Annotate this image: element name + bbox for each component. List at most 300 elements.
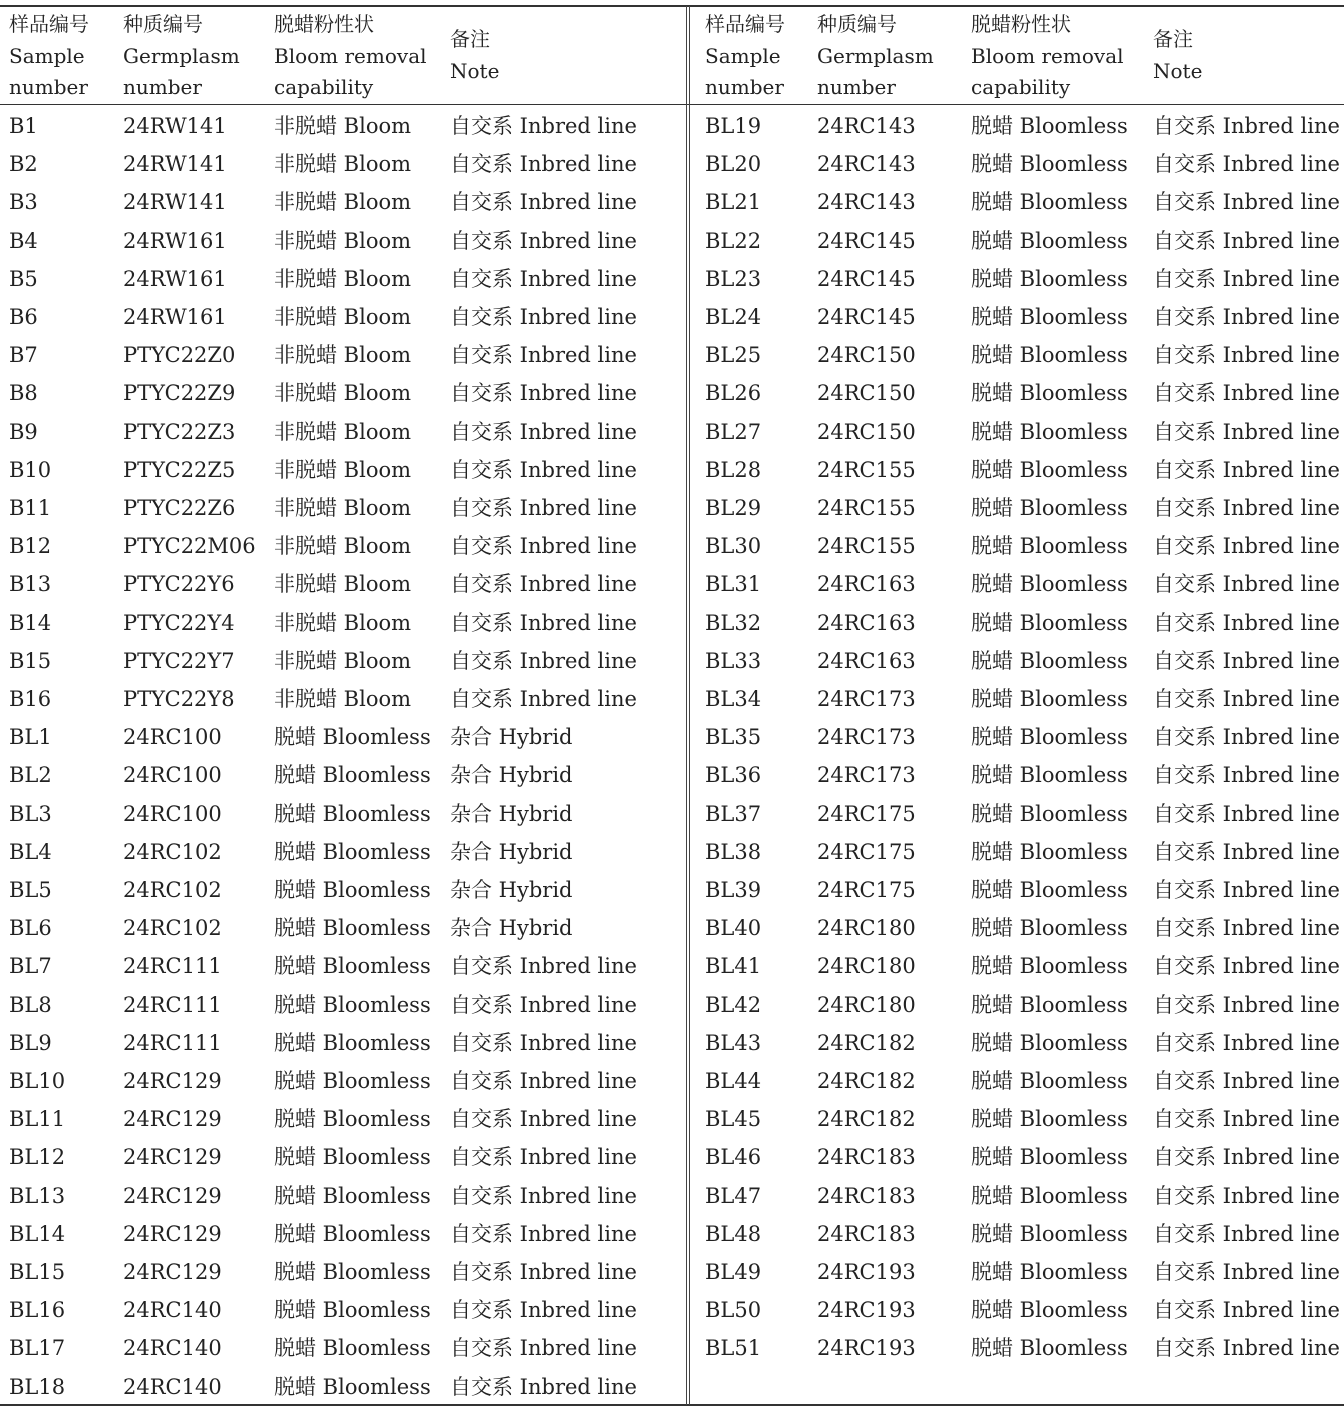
note-cell: 杂合 Hybrid: [450, 916, 573, 941]
sample-id-cell: BL44: [705, 1069, 762, 1093]
sample-id-cell: BL38: [705, 839, 762, 864]
note-cell: 自交系 Inbred line: [1153, 763, 1340, 788]
bloom-trait-cell: 脱蜡 Bloomless: [274, 1069, 431, 1093]
note-cell: 自交系 Inbred line: [450, 610, 637, 635]
sample-id-cell: B14: [9, 610, 52, 635]
note-cell: 自交系 Inbred line: [1153, 1298, 1340, 1323]
sample-id-cell: BL30: [705, 534, 762, 559]
header-germplasm-en2: number: [123, 75, 202, 99]
sample-id-cell: BL9: [9, 1030, 52, 1055]
table-row: [0, 260, 686, 298]
note-cell: 自交系 Inbred line: [1153, 496, 1340, 520]
table-row: [694, 604, 1344, 642]
note-cell: 自交系 Inbred line: [450, 954, 637, 979]
table-row: [0, 1329, 686, 1367]
bloom-trait-cell: 非脱蜡 Bloom: [274, 228, 412, 253]
bloom-trait-cell: 脱蜡 Bloomless: [274, 916, 431, 941]
table-row: [0, 489, 686, 527]
germplasm-number-cell: 24RC111: [123, 992, 222, 1017]
note-cell: 自交系 Inbred line: [450, 572, 637, 597]
bloom-trait-cell: 脱蜡 Bloomless: [971, 1030, 1128, 1055]
germplasm-number-cell: 24RC129: [123, 1069, 222, 1093]
table-row: [0, 107, 686, 145]
germplasm-number-cell: 24RC163: [817, 648, 916, 673]
sample-id-cell: BL14: [9, 1221, 66, 1246]
note-cell: 自交系 Inbred line: [1153, 687, 1340, 711]
germplasm-number-cell: 24RC173: [817, 725, 916, 750]
note-cell: 自交系 Inbred line: [450, 992, 637, 1017]
sample-id-cell: BL23: [705, 266, 762, 291]
bloom-trait-cell: 脱蜡 Bloomless: [971, 457, 1128, 482]
sample-id-cell: BL5: [9, 878, 52, 902]
sample-id-cell: BL16: [9, 1298, 66, 1323]
table-row: [0, 1368, 686, 1406]
table-row: [694, 1100, 1344, 1138]
header-sample-zh: 样品编号: [9, 12, 89, 36]
note-cell: 自交系 Inbred line: [1153, 114, 1340, 138]
sample-id-cell: BL17: [9, 1336, 66, 1361]
header-note: [450, 24, 499, 87]
header-germplasm-zh: 种质编号: [123, 12, 203, 36]
bloom-trait-cell: 脱蜡 Bloomless: [274, 839, 431, 864]
bloom-trait-cell: 非脱蜡 Bloom: [274, 534, 412, 559]
table-row: [0, 986, 686, 1024]
header-germplasm-zh: 种质编号: [817, 12, 897, 36]
note-cell: 自交系 Inbred line: [450, 114, 637, 138]
table-row: [0, 1291, 686, 1329]
note-cell: 自交系 Inbred line: [1153, 1183, 1340, 1208]
sample-id-cell: BL28: [705, 457, 762, 482]
sample-id-cell: BL22: [705, 228, 762, 253]
table-row: [0, 527, 686, 565]
sample-id-cell: B9: [9, 419, 38, 444]
table-row: [0, 1138, 686, 1176]
bloom-trait-cell: 非脱蜡 Bloom: [274, 343, 412, 368]
note-cell: 自交系 Inbred line: [1153, 1260, 1340, 1284]
sample-id-cell: B15: [9, 648, 52, 673]
germplasm-number-cell: 24RC111: [123, 954, 222, 979]
sample-id-cell: BL42: [705, 992, 762, 1017]
table-row: [0, 1253, 686, 1291]
sample-id-cell: BL39: [705, 878, 762, 902]
table-row: [0, 145, 686, 183]
header-bloom-removal: [274, 9, 427, 104]
note-cell: 自交系 Inbred line: [450, 190, 637, 215]
germplasm-number-cell: 24RC140: [123, 1374, 222, 1399]
note-cell: 自交系 Inbred line: [1153, 1336, 1340, 1361]
germplasm-number-cell: 24RC183: [817, 1183, 916, 1208]
table-row: [694, 1177, 1344, 1215]
sample-id-cell: BL45: [705, 1107, 762, 1132]
germplasm-number-cell: 24RC173: [817, 763, 916, 788]
bloom-trait-cell: 非脱蜡 Bloom: [274, 572, 412, 597]
bloom-trait-cell: 脱蜡 Bloomless: [971, 839, 1128, 864]
sample-id-cell: BL18: [9, 1374, 66, 1399]
header-germplasm-en1: Germplasm: [123, 43, 240, 68]
note-cell: 自交系 Inbred line: [450, 534, 637, 559]
germplasm-number-cell: 24RW141: [123, 190, 227, 215]
sample-id-cell: BL43: [705, 1030, 762, 1055]
header-note: [1153, 24, 1202, 87]
sample-id-cell: BL29: [705, 496, 762, 520]
bloom-trait-cell: 脱蜡 Bloomless: [274, 1145, 431, 1170]
table-row: [694, 718, 1344, 756]
table-row: [694, 833, 1344, 871]
table-row: [694, 909, 1344, 947]
bloom-trait-cell: 非脱蜡 Bloom: [274, 419, 412, 444]
bloom-trait-cell: 脱蜡 Bloomless: [971, 534, 1128, 559]
sample-id-cell: BL24: [705, 305, 762, 329]
note-cell: 自交系 Inbred line: [1153, 305, 1340, 329]
bloom-trait-cell: 脱蜡 Bloomless: [971, 1069, 1128, 1093]
germplasm-number-cell: 24RC150: [817, 343, 916, 368]
bloom-trait-cell: 脱蜡 Bloomless: [971, 954, 1128, 979]
sample-id-cell: BL49: [705, 1260, 762, 1284]
sample-id-cell: BL40: [705, 916, 762, 941]
header-note-zh: 备注: [450, 27, 490, 51]
note-cell: 自交系 Inbred line: [1153, 266, 1340, 291]
table-row: [694, 642, 1344, 680]
sample-id-cell: B7: [9, 343, 38, 368]
sample-id-cell: BL25: [705, 343, 762, 368]
germplasm-number-cell: 24RC175: [817, 801, 916, 826]
right-table-half: [694, 0, 1344, 1413]
germplasm-number-cell: 24RC180: [817, 916, 916, 941]
bloom-trait-cell: 非脱蜡 Bloom: [274, 496, 412, 520]
sample-id-cell: BL13: [9, 1183, 66, 1208]
table-row: [694, 145, 1344, 183]
note-cell: 自交系 Inbred line: [1153, 916, 1340, 941]
table-row: [0, 947, 686, 985]
germplasm-number-cell: 24RC102: [123, 839, 222, 864]
germplasm-number-cell: 24RC145: [817, 266, 916, 291]
bloom-trait-cell: 脱蜡 Bloomless: [274, 992, 431, 1017]
bloom-trait-cell: 脱蜡 Bloomless: [971, 266, 1128, 291]
note-cell: 自交系 Inbred line: [1153, 1107, 1340, 1132]
table-row: [694, 1329, 1344, 1367]
header-sample-zh: 样品编号: [705, 12, 785, 36]
note-cell: 自交系 Inbred line: [1153, 878, 1340, 902]
table-row: [694, 565, 1344, 603]
header-germplasm-en2: number: [817, 75, 896, 99]
table-row: [694, 986, 1344, 1024]
sample-id-cell: BL35: [705, 725, 762, 750]
note-cell: 自交系 Inbred line: [1153, 152, 1340, 177]
table-row: [0, 298, 686, 336]
table-row: [694, 451, 1344, 489]
header-germplasm-number: [817, 9, 934, 104]
germplasm-number-cell: 24RC175: [817, 878, 916, 902]
note-cell: 自交系 Inbred line: [450, 152, 637, 177]
note-cell: 自交系 Inbred line: [450, 1336, 637, 1361]
header-sample-en1: Sample: [705, 43, 781, 68]
germplasm-number-cell: 24RC175: [817, 839, 916, 864]
bloom-trait-cell: 脱蜡 Bloomless: [971, 916, 1128, 941]
table-row: [694, 1138, 1344, 1176]
sample-id-cell: BL32: [705, 610, 762, 635]
sample-id-cell: BL2: [9, 763, 52, 788]
sample-id-cell: BL37: [705, 801, 762, 826]
germplasm-number-cell: 24RC100: [123, 725, 222, 750]
header-bloom-en2: capability: [971, 75, 1071, 99]
table-row: [0, 871, 686, 909]
note-cell: 杂合 Hybrid: [450, 801, 573, 826]
note-cell: 自交系 Inbred line: [1153, 381, 1340, 406]
germplasm-number-cell: 24RC129: [123, 1260, 222, 1284]
table-row: [0, 1215, 686, 1253]
bloom-trait-cell: 脱蜡 Bloomless: [971, 1260, 1128, 1284]
germplasm-number-cell: 24RC182: [817, 1069, 916, 1093]
germplasm-number-cell: PTYC22Y8: [123, 687, 235, 711]
bloom-trait-cell: 脱蜡 Bloomless: [971, 648, 1128, 673]
sample-id-cell: B4: [9, 228, 38, 253]
germplasm-number-cell: 24RC155: [817, 457, 916, 482]
germplasm-number-cell: 24RC111: [123, 1030, 222, 1055]
note-cell: 自交系 Inbred line: [1153, 457, 1340, 482]
germplasm-number-cell: 24RC143: [817, 152, 916, 177]
header-bloom-en1: Bloom removal: [971, 43, 1124, 68]
table-row: [694, 1024, 1344, 1062]
table-row: [694, 183, 1344, 221]
germplasm-number-cell: 24RC163: [817, 610, 916, 635]
sample-id-cell: BL21: [705, 190, 762, 215]
sample-id-cell: BL41: [705, 954, 762, 979]
bloom-trait-cell: 非脱蜡 Bloom: [274, 266, 412, 291]
sample-id-cell: BL15: [9, 1260, 66, 1284]
header-bloom-en1: Bloom removal: [274, 43, 427, 68]
header-germplasm-en1: Germplasm: [817, 43, 934, 68]
note-cell: 自交系 Inbred line: [1153, 228, 1340, 253]
header-bloom-removal: [971, 9, 1124, 104]
table-column-divider: [686, 6, 690, 1405]
table-row: [694, 947, 1344, 985]
table-row: [0, 833, 686, 871]
sample-id-cell: BL20: [705, 152, 762, 177]
germplasm-number-cell: 24RC129: [123, 1221, 222, 1246]
header-sample-en2: number: [705, 75, 784, 99]
note-cell: 杂合 Hybrid: [450, 763, 573, 788]
germplasm-number-cell: 24RW141: [123, 114, 227, 138]
table-row: [0, 374, 686, 412]
germplasm-number-cell: 24RC173: [817, 687, 916, 711]
note-cell: 自交系 Inbred line: [450, 381, 637, 406]
bloom-trait-cell: 脱蜡 Bloomless: [274, 1374, 431, 1399]
germplasm-number-cell: 24RC150: [817, 381, 916, 406]
sample-id-cell: BL10: [9, 1069, 66, 1093]
bloom-trait-cell: 非脱蜡 Bloom: [274, 457, 412, 482]
sample-id-cell: BL33: [705, 648, 762, 673]
note-cell: 自交系 Inbred line: [450, 228, 637, 253]
header-bloom-zh: 脱蜡粉性状: [274, 12, 374, 36]
bloom-trait-cell: 脱蜡 Bloomless: [971, 725, 1128, 750]
note-cell: 杂合 Hybrid: [450, 725, 573, 750]
bloom-trait-cell: 脱蜡 Bloomless: [274, 1030, 431, 1055]
table-row: [694, 1062, 1344, 1100]
germplasm-number-cell: 24RC155: [817, 534, 916, 559]
germplasm-number-cell: 24RC193: [817, 1336, 916, 1361]
germplasm-number-cell: PTYC22Z6: [123, 496, 236, 520]
note-cell: 自交系 Inbred line: [450, 1298, 637, 1323]
note-cell: 自交系 Inbred line: [450, 1221, 637, 1246]
bloom-trait-cell: 脱蜡 Bloomless: [971, 1107, 1128, 1132]
table-row: [0, 909, 686, 947]
germplasm-number-cell: 24RC100: [123, 801, 222, 826]
sample-id-cell: BL51: [705, 1336, 762, 1361]
table-row: [0, 1024, 686, 1062]
table-row: [694, 1253, 1344, 1291]
germplasm-number-cell: 24RC140: [123, 1298, 222, 1323]
bloom-trait-cell: 脱蜡 Bloomless: [971, 381, 1128, 406]
germplasm-number-cell: 24RC143: [817, 190, 916, 215]
header-sample-number: [705, 9, 785, 104]
sample-id-cell: BL19: [705, 114, 762, 138]
germplasm-number-cell: 24RC129: [123, 1107, 222, 1132]
table-row: [0, 795, 686, 833]
germplasm-number-cell: PTYC22Z0: [123, 343, 236, 368]
bloom-trait-cell: 脱蜡 Bloomless: [971, 992, 1128, 1017]
table-row: [0, 718, 686, 756]
sample-id-cell: B16: [9, 687, 52, 711]
bloom-trait-cell: 脱蜡 Bloomless: [971, 878, 1128, 902]
sample-id-cell: BL47: [705, 1183, 762, 1208]
germplasm-number-cell: PTYC22Z3: [123, 419, 236, 444]
note-cell: 自交系 Inbred line: [1153, 1069, 1340, 1093]
table-row: [694, 413, 1344, 451]
note-cell: 自交系 Inbred line: [1153, 992, 1340, 1017]
sample-id-cell: BL11: [9, 1107, 66, 1132]
note-cell: 自交系 Inbred line: [450, 1069, 637, 1093]
table-row: [0, 1100, 686, 1138]
bloom-trait-cell: 脱蜡 Bloomless: [274, 1183, 431, 1208]
bloom-trait-cell: 脱蜡 Bloomless: [971, 496, 1128, 520]
bloom-trait-cell: 脱蜡 Bloomless: [971, 1183, 1128, 1208]
note-cell: 自交系 Inbred line: [1153, 1145, 1340, 1170]
bloom-trait-cell: 非脱蜡 Bloom: [274, 114, 412, 138]
bloom-trait-cell: 脱蜡 Bloomless: [971, 572, 1128, 597]
sample-id-cell: BL7: [9, 954, 52, 979]
table-row: [0, 1177, 686, 1215]
sample-id-cell: B2: [9, 152, 38, 177]
bloom-trait-cell: 脱蜡 Bloomless: [274, 954, 431, 979]
header-sample-en1: Sample: [9, 43, 85, 68]
germplasm-number-cell: 24RC102: [123, 878, 222, 902]
bloom-trait-cell: 脱蜡 Bloomless: [274, 763, 431, 788]
germplasm-number-cell: PTYC22Z5: [123, 457, 236, 482]
sample-id-cell: BL26: [705, 381, 762, 406]
bloom-trait-cell: 脱蜡 Bloomless: [971, 190, 1128, 215]
note-cell: 自交系 Inbred line: [450, 457, 637, 482]
header-germplasm-number: [123, 9, 240, 104]
bloom-trait-cell: 脱蜡 Bloomless: [971, 343, 1128, 368]
header-note-en1: Note: [450, 58, 500, 83]
note-cell: 自交系 Inbred line: [1153, 648, 1340, 673]
sample-id-cell: B10: [9, 457, 52, 482]
sample-id-cell: B8: [9, 381, 38, 406]
germplasm-number-cell: 24RC193: [817, 1260, 916, 1284]
sample-id-cell: BL1: [9, 725, 52, 750]
header-sample-en2: number: [9, 75, 88, 99]
bloom-trait-cell: 脱蜡 Bloomless: [971, 1298, 1128, 1323]
note-cell: 自交系 Inbred line: [450, 305, 637, 329]
bloom-trait-cell: 脱蜡 Bloomless: [971, 763, 1128, 788]
table-row: [694, 871, 1344, 909]
sample-id-cell: B3: [9, 190, 38, 215]
table-row: [694, 680, 1344, 718]
bloom-trait-cell: 脱蜡 Bloomless: [971, 152, 1128, 177]
note-cell: 自交系 Inbred line: [450, 1030, 637, 1055]
table-row: [0, 183, 686, 221]
table-row: [694, 222, 1344, 260]
germplasm-number-cell: 24RW141: [123, 152, 227, 177]
sample-id-cell: BL34: [705, 687, 762, 711]
sample-id-cell: B13: [9, 572, 52, 597]
sample-id-cell: BL31: [705, 572, 762, 597]
table-row: [694, 489, 1344, 527]
bloom-trait-cell: 脱蜡 Bloomless: [971, 114, 1128, 138]
note-cell: 自交系 Inbred line: [1153, 839, 1340, 864]
note-cell: 自交系 Inbred line: [1153, 1221, 1340, 1246]
germplasm-number-cell: 24RC180: [817, 992, 916, 1017]
note-cell: 自交系 Inbred line: [1153, 1030, 1340, 1055]
bloom-trait-cell: 脱蜡 Bloomless: [971, 1336, 1128, 1361]
bloom-trait-cell: 脱蜡 Bloomless: [971, 228, 1128, 253]
note-cell: 自交系 Inbred line: [1153, 190, 1340, 215]
header-note-zh: 备注: [1153, 27, 1193, 51]
germplasm-number-cell: PTYC22Y6: [123, 572, 235, 597]
bloom-trait-cell: 非脱蜡 Bloom: [274, 687, 412, 711]
bloom-trait-cell: 脱蜡 Bloomless: [971, 1145, 1128, 1170]
bloom-trait-cell: 脱蜡 Bloomless: [971, 1221, 1128, 1246]
sample-id-cell: BL6: [9, 916, 52, 941]
note-cell: 杂合 Hybrid: [450, 878, 573, 902]
sample-id-cell: BL4: [9, 839, 52, 864]
table-row: [0, 413, 686, 451]
germplasm-number-cell: 24RC145: [817, 228, 916, 253]
note-cell: 自交系 Inbred line: [1153, 343, 1340, 368]
bloom-trait-cell: 非脱蜡 Bloom: [274, 610, 412, 635]
note-cell: 自交系 Inbred line: [450, 496, 637, 520]
sample-id-cell: B6: [9, 305, 38, 329]
bloom-trait-cell: 脱蜡 Bloomless: [274, 1221, 431, 1246]
sample-id-cell: BL36: [705, 763, 762, 788]
sample-id-cell: BL48: [705, 1221, 762, 1246]
table-row: [694, 107, 1344, 145]
table-row: [694, 795, 1344, 833]
note-cell: 自交系 Inbred line: [450, 1374, 637, 1399]
note-cell: 自交系 Inbred line: [1153, 534, 1340, 559]
table-row: [0, 1062, 686, 1100]
germplasm-number-cell: 24RC102: [123, 916, 222, 941]
bloom-trait-cell: 脱蜡 Bloomless: [971, 801, 1128, 826]
table-row: [694, 1215, 1344, 1253]
table-row: [0, 756, 686, 794]
sample-id-cell: B11: [9, 496, 52, 520]
germplasm-number-cell: PTYC22M06: [123, 534, 256, 559]
bloom-trait-cell: 非脱蜡 Bloom: [274, 381, 412, 406]
table-row: [0, 604, 686, 642]
note-cell: 自交系 Inbred line: [450, 1183, 637, 1208]
germplasm-number-cell: PTYC22Y4: [123, 610, 235, 635]
table-row: [694, 336, 1344, 374]
note-cell: 自交系 Inbred line: [450, 1145, 637, 1170]
sample-id-cell: B5: [9, 266, 38, 291]
germplasm-number-cell: 24RW161: [123, 305, 227, 329]
germplasm-number-cell: PTYC22Y7: [123, 648, 235, 673]
note-cell: 自交系 Inbred line: [450, 648, 637, 673]
sample-id-cell: BL8: [9, 992, 52, 1017]
sample-id-cell: BL46: [705, 1145, 762, 1170]
sample-id-cell: BL50: [705, 1298, 762, 1323]
